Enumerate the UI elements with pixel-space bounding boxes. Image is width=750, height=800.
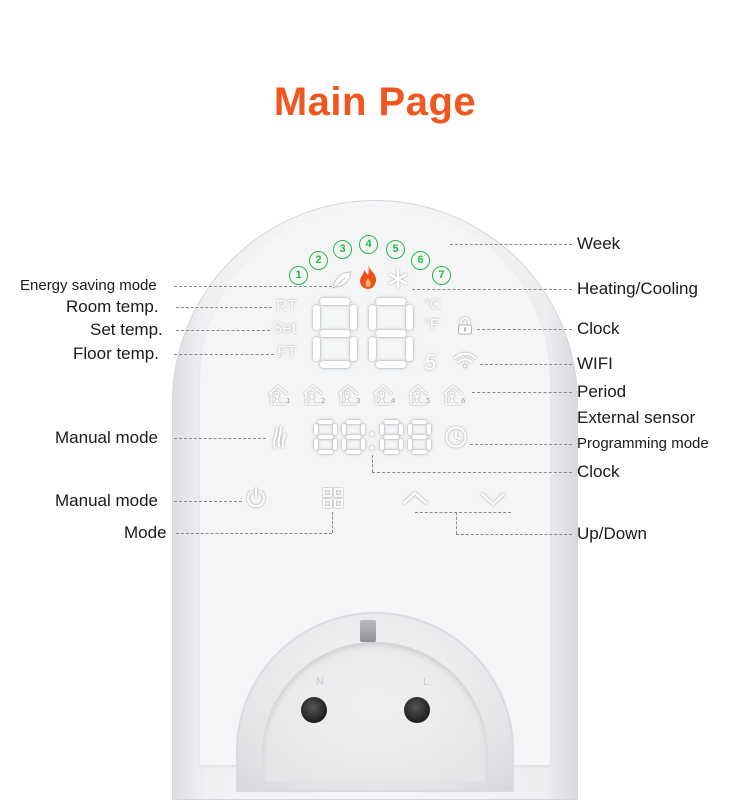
temperature-digit-segment <box>369 305 376 330</box>
label-programming-mode: Programming mode <box>577 435 709 452</box>
period-2-icon <box>302 384 328 406</box>
clock-digit-segment <box>412 435 427 439</box>
leader-clock-display <box>372 472 572 473</box>
leader-up-down-bar <box>415 512 511 513</box>
period-5-icon <box>407 384 433 406</box>
label-floor-temp: Floor temp. <box>73 344 159 363</box>
leader-mode-vertical <box>332 512 333 533</box>
week-day-1: 1 <box>289 266 308 285</box>
leader-floor-temp <box>174 354 274 355</box>
label-clock-display: Clock <box>577 462 620 481</box>
svg-text:5: 5 <box>426 397 431 405</box>
socket-letter-n: N <box>316 676 324 688</box>
clock-digit-segment <box>412 450 427 454</box>
label-period: Period <box>577 382 627 401</box>
snowflake-icon <box>387 268 409 290</box>
lock-icon <box>455 316 475 336</box>
label-mode: Mode <box>124 523 167 542</box>
label-up-down: Up/Down <box>577 524 647 543</box>
mode-button[interactable] <box>322 487 344 509</box>
label-manual-mode-1: Manual mode <box>55 428 159 447</box>
temperature-digit-segment <box>376 330 406 337</box>
ground-clip <box>360 620 376 642</box>
socket-letter-l: L <box>423 676 430 688</box>
week-day-4: 4 <box>359 235 378 254</box>
leader-up-down <box>456 534 572 535</box>
label-set-temp: Set temp. <box>90 320 163 339</box>
period-3-icon <box>337 384 363 406</box>
clock-digit-segment <box>346 435 361 439</box>
temperature-digit-segment <box>320 298 350 305</box>
svg-text:4: 4 <box>391 397 396 405</box>
clock-digit-segment <box>346 450 361 454</box>
clock-digit-segment <box>333 424 337 435</box>
svg-text:2: 2 <box>321 397 326 405</box>
temperature-digit-segment <box>313 337 320 362</box>
svg-text:3: 3 <box>356 397 361 405</box>
label-external-sensor: External sensor <box>577 408 696 427</box>
room-temp-indicator: RT <box>276 298 298 315</box>
clock-digit-segment <box>314 424 318 435</box>
clock-colon-dot <box>370 446 374 450</box>
clock-digit-segment <box>346 420 361 424</box>
socket-hole-left <box>301 697 327 723</box>
hand-heat-icon <box>270 424 290 450</box>
leader-programming-mode <box>470 444 572 445</box>
clock-digit-segment <box>399 439 403 450</box>
clock-digit-segment <box>318 450 333 454</box>
temperature-digit-segment <box>406 337 413 362</box>
temperature-digit-segment <box>350 337 357 362</box>
set-temp-indicator: Set <box>272 320 297 337</box>
clock-digit-segment <box>318 420 333 424</box>
clock-digit-segment <box>333 439 337 450</box>
leader-energy-saving <box>174 286 332 287</box>
temperature-digit-segment <box>320 330 350 337</box>
leader-mode <box>176 533 332 534</box>
leader-manual-mode-2 <box>174 501 242 502</box>
page-title: Main Page <box>273 80 477 124</box>
temperature-digit-segment <box>320 361 350 368</box>
power-button[interactable] <box>244 486 268 510</box>
clock-digit-segment <box>342 424 346 435</box>
clock-digit-segment <box>427 439 431 450</box>
celsius-unit: °C <box>424 296 441 313</box>
leader-wifi <box>480 364 572 365</box>
floor-temp-indicator: FT <box>277 344 297 361</box>
socket-hole-right <box>404 697 430 723</box>
label-week: Week <box>577 234 621 253</box>
leader-up-down-vertical <box>456 512 457 534</box>
leaf-icon <box>331 270 353 290</box>
leader-clock-display-vertical <box>372 455 373 472</box>
svg-text:1: 1 <box>286 397 291 405</box>
week-day-2: 2 <box>309 251 328 270</box>
clock-digit-segment <box>361 439 365 450</box>
clock-digit-segment <box>384 420 399 424</box>
fahrenheit-unit: °F <box>424 316 440 333</box>
temperature-digit-segment <box>350 305 357 330</box>
label-clock-lock: Clock <box>577 319 620 338</box>
leader-period <box>472 392 572 393</box>
temperature-digit-segment <box>376 298 406 305</box>
svg-text:6: 6 <box>461 397 466 405</box>
clock-colon-dot <box>370 432 374 436</box>
down-button[interactable] <box>479 491 507 507</box>
clock-digit-segment <box>380 424 384 435</box>
leader-clock-lock <box>477 329 572 330</box>
leader-heating-cooling <box>412 289 572 290</box>
week-day-3: 3 <box>333 240 352 259</box>
clock-digit-segment <box>342 439 346 450</box>
week-day-5: 5 <box>386 240 405 259</box>
temperature-digit-segment <box>369 337 376 362</box>
decimal-digit: 5 <box>424 350 437 375</box>
leader-set-temp <box>176 330 270 331</box>
period-6-icon <box>442 384 468 406</box>
clock-digit-segment <box>412 420 427 424</box>
up-button[interactable] <box>401 490 429 506</box>
clock-digit-segment <box>318 435 333 439</box>
temperature-digit-segment <box>376 361 406 368</box>
temperature-digit-segment <box>313 305 320 330</box>
clock-digit-segment <box>408 439 412 450</box>
leader-room-temp <box>176 307 272 308</box>
label-heating-cooling: Heating/Cooling <box>577 279 698 298</box>
temperature-digit-segment <box>406 305 413 330</box>
flame-icon <box>357 264 379 290</box>
clock-digit-segment <box>361 424 365 435</box>
label-manual-mode-2: Manual mode <box>55 491 159 510</box>
clock-digit-segment <box>399 424 403 435</box>
clock-digit-segment <box>408 424 412 435</box>
label-energy-saving-mode: Energy saving mode <box>20 277 157 294</box>
clock-digit-segment <box>427 424 431 435</box>
clock-digit-segment <box>384 435 399 439</box>
label-wifi: WIFI <box>577 354 613 373</box>
week-day-6: 6 <box>411 251 430 270</box>
period-4-icon <box>372 384 398 406</box>
wifi-icon <box>452 350 478 370</box>
week-day-7: 7 <box>432 266 451 285</box>
clock-digit-segment <box>384 450 399 454</box>
label-room-temp: Room temp. <box>66 297 159 316</box>
clock-icon <box>444 425 468 449</box>
leader-week <box>450 244 572 245</box>
clock-digit-segment <box>380 439 384 450</box>
period-1-icon <box>267 384 293 406</box>
clock-digit-segment <box>314 439 318 450</box>
leader-manual-mode-1 <box>174 438 266 439</box>
